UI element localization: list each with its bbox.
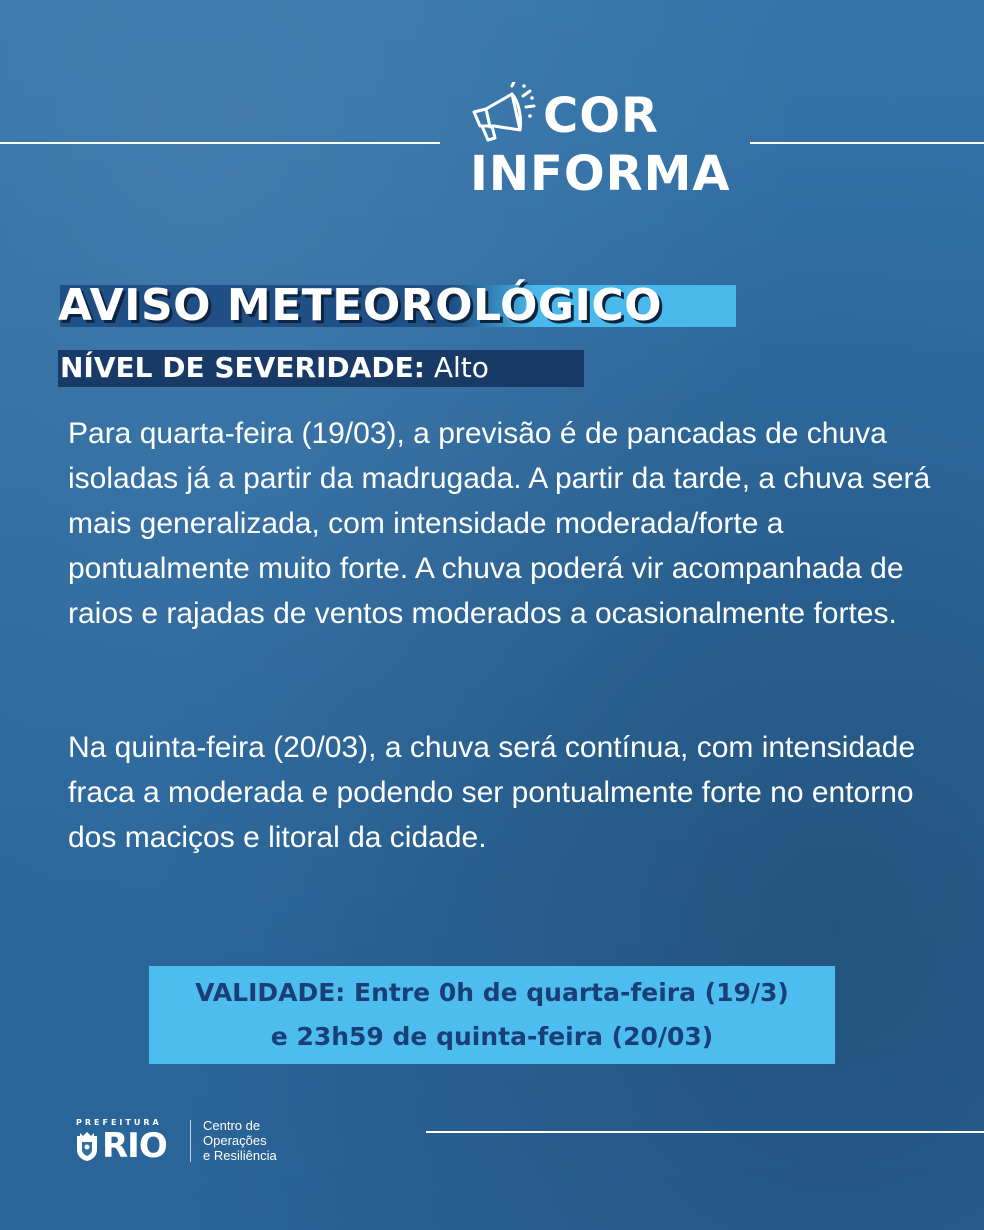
brand-title-line1: COR xyxy=(543,88,659,144)
prefeitura-label: PREFEITURA xyxy=(76,1118,162,1127)
header-divider-right xyxy=(750,142,984,144)
cor-name: Centro de Operações e Resiliência xyxy=(203,1118,277,1163)
alert-title: AVISO METEOROLÓGICO xyxy=(58,280,663,331)
footer-divider xyxy=(426,1131,984,1133)
header-divider-left xyxy=(0,142,440,144)
forecast-paragraph-2: Na quinta-feira (20/03), a chuva será contínua, com intensidade fraca a moderada e podendo ser pontualmente forte no entorno dos maciços e litoral da cidade. xyxy=(68,731,916,854)
severity-label: NÍVEL DE SEVERIDADE: xyxy=(60,351,425,384)
city-crest-icon xyxy=(74,1130,100,1162)
severity-value: Alto xyxy=(433,351,489,384)
brand-title-line2: INFORMA xyxy=(470,146,731,202)
logo-separator xyxy=(190,1120,191,1162)
validity-text: VALIDADE: Entre 0h de quarta-feira (19/3) e 23h59 de quinta-feira (20/03) xyxy=(195,978,789,1051)
forecast-paragraph-1: Para quarta-feira (19/03), a previsão é de pancadas de chuva isoladas já a partir da madrugada. A partir da tarde, a chuva será mais generalizada, com intensidade moderada/forte a pontualmente muito forte. A chuva poderá vir acompanhada de raios e rajadas de ventos moderados a ocasionalmente fortes. xyxy=(68,417,931,630)
severity-line xyxy=(60,349,489,387)
megaphone-icon xyxy=(468,82,542,148)
validity-box xyxy=(149,966,835,1064)
rio-wordmark: RIO xyxy=(102,1126,167,1166)
